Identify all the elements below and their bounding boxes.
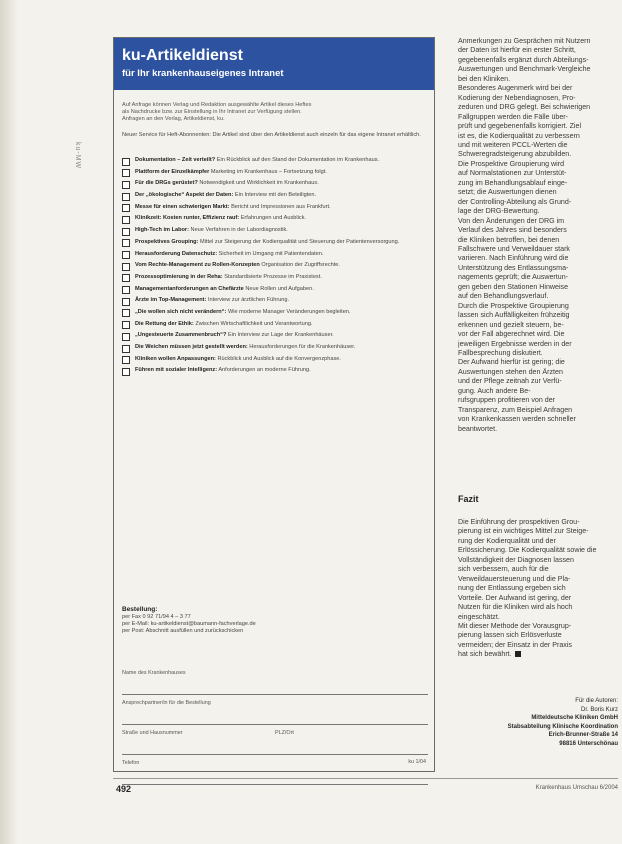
box-subtitle: für Ihr krankenhauseigenes Intranet	[122, 68, 284, 79]
article-desc: Bericht und Impressionen aus Frankfurt.	[231, 203, 331, 210]
article-checkbox[interactable]	[122, 228, 130, 236]
fazit-line: Vollständigkeit der Diagnosen lassen	[458, 555, 574, 564]
article-item[interactable]	[122, 321, 430, 330]
article-text	[135, 215, 306, 222]
body-line: Durch die Prospektive Groupierung	[458, 301, 569, 310]
article-title: Vom Rechte-Management zu Rollen-Konzepten	[135, 262, 260, 269]
article-text	[135, 344, 355, 351]
scan-shadow	[0, 0, 18, 844]
body-line: erkennen und gezielt steuern, be-	[458, 320, 564, 329]
article-desc: Sicherheit im Umgang mit Patientendaten.	[218, 250, 324, 257]
body-line: und der Pflege zeitnah zur Verfü-	[458, 377, 562, 386]
body-line: auf Normalstationen zur Unterstüt-	[458, 169, 567, 178]
author-city: 98816 Unterschönau	[559, 740, 618, 747]
field-label: PLZ/Ort	[275, 730, 294, 736]
article-desc: Ein Interview mit den Beteiligten.	[234, 192, 317, 199]
article-text	[135, 227, 288, 234]
fazit-line: Verweildauersteuerung und die Pla-	[458, 574, 571, 583]
author-affiliation: Mitteldeutsche Kliniken GmbH	[531, 715, 618, 722]
box-intro	[122, 102, 428, 124]
body-line: ist es, die Kodierqualität zu verbessern	[458, 131, 580, 140]
article-desc: Zwischen Wirtschaftlichkeit und Verantwortung.	[195, 320, 313, 327]
order-form	[122, 668, 428, 788]
body-line: die Kliniken betroffen, bei denen	[458, 235, 560, 244]
article-desc: Neue Rollen und Aufgaben.	[245, 285, 314, 292]
article-item[interactable]	[122, 239, 430, 248]
article-item[interactable]	[122, 286, 430, 295]
body-line: zeduren und DRG gelegt. Bei schwierigen	[458, 103, 591, 112]
article-checkbox[interactable]	[122, 181, 130, 189]
article-checkbox[interactable]	[122, 169, 130, 177]
article-title: Herausforderung Datenschutz:	[135, 250, 218, 257]
article-title: Die Rettung der Ethik:	[135, 320, 194, 327]
zip-city-field[interactable]	[275, 728, 428, 755]
article-text	[135, 192, 316, 199]
article-desc: Organisation der Zugriffsrechte.	[261, 262, 340, 269]
order-line: per Post: Abschnitt ausfüllen und zurückschicken	[122, 628, 244, 635]
phone-field[interactable]	[122, 758, 428, 785]
service-line: Neuer Service für Heft-Abonnenten: Die Artikel sind über den Artikeldienst auch einzeln für das eigene Intranet erhältlich.	[122, 132, 421, 138]
article-desc: Standardisierte Prozesse im Praxistest.	[224, 273, 322, 280]
article-checkbox[interactable]	[122, 193, 130, 201]
author-block	[508, 697, 618, 749]
article-checkbox[interactable]	[122, 274, 130, 282]
article-item[interactable]	[122, 180, 430, 189]
body-line: von Krankenkassen werden schneller	[458, 415, 576, 424]
article-checkbox[interactable]	[122, 286, 130, 294]
body-line: Anmerkungen zu Gesprächen mit Nutzern	[458, 37, 591, 45]
article-checkbox[interactable]	[122, 298, 130, 306]
body-line: Die Prospektive Groupierung wird	[458, 159, 565, 168]
article-item[interactable]	[122, 262, 430, 271]
order-section	[122, 606, 428, 635]
article-checkbox[interactable]	[122, 158, 130, 166]
article-text	[135, 169, 327, 176]
article-item[interactable]	[122, 367, 430, 376]
article-text	[135, 321, 313, 328]
article-text	[135, 309, 350, 316]
article-text	[135, 274, 322, 281]
fazit-heading: Fazit	[458, 494, 479, 504]
field-label: Ansprechpartner/in für die Bestellung	[122, 700, 211, 706]
article-checkbox[interactable]	[122, 345, 130, 353]
article-text	[135, 262, 340, 269]
article-item[interactable]	[122, 169, 430, 178]
intro-line: Auf Anfrage können Verlag und Redaktion ausgewählte Artikel dieses Heftes	[122, 102, 312, 108]
body-line: variieren. Nach Einführung wird die	[458, 254, 569, 263]
article-title: Messe für einen schwierigen Markt:	[135, 203, 230, 210]
issue-stamp: ku 1/04	[408, 759, 426, 765]
body-line: nagements geprüft; die Auswertun-	[458, 273, 569, 282]
article-title: Plattform der Einzelkämpfer	[135, 168, 210, 175]
fazit-line: eingeschätzt.	[458, 612, 500, 621]
page-number: 492	[116, 784, 132, 794]
article-desc: Ein Interview zur Lage der Krankenhäuser.	[227, 332, 334, 339]
article-checkbox[interactable]	[122, 204, 130, 212]
fazit-line: Die Einführung der prospektiven Grou-	[458, 518, 580, 526]
article-item[interactable]	[122, 251, 430, 260]
article-checkbox[interactable]	[122, 321, 130, 329]
body-line: setzt; die Auswertungen dienen	[458, 188, 557, 197]
author-department: Stabsabteilung Klinische Koordination	[507, 723, 618, 730]
fazit-line: pierung ist ein wichtiges Mittel zur Steige-	[458, 527, 589, 536]
article-text	[135, 251, 323, 258]
end-of-article-mark	[515, 651, 521, 657]
article-text	[135, 332, 334, 339]
article-desc: Ein Rückblick auf den Stand der Dokumentation im Krankenhaus.	[216, 157, 380, 163]
body-line: lassen sich Auffälligkeiten frühzeitig	[458, 311, 570, 320]
article-text	[135, 356, 341, 363]
box-banner	[114, 38, 434, 90]
article-title: „Die wollen sich nicht verändern“:	[135, 308, 227, 315]
body-line: auf den Behandlungsverlauf.	[458, 292, 549, 301]
contact-person-field[interactable]	[122, 698, 428, 725]
fazit-body	[458, 518, 618, 660]
fazit-line: rung der Kodierqualität und der	[458, 536, 556, 545]
article-title: Ärzte im Top-Management:	[135, 297, 207, 304]
article-checkbox[interactable]	[122, 263, 130, 271]
article-text	[135, 239, 399, 246]
article-checkbox[interactable]	[122, 333, 130, 341]
body-line: gung. Auch andere Be-	[458, 386, 531, 395]
article-item[interactable]	[122, 204, 430, 213]
article-text	[135, 297, 289, 304]
article-checkbox[interactable]	[122, 239, 130, 247]
body-line: Schweregradsteigerung abzubilden.	[458, 150, 572, 159]
fazit-line: vermeiden; der Einsatz in der Praxis	[458, 640, 572, 649]
article-item[interactable]	[122, 274, 430, 283]
hospital-name-field[interactable]	[122, 668, 428, 695]
article-desc: Mittel zur Steigerung der Kodierqualität und Steuerung der Patientenversorgung.	[199, 238, 400, 245]
body-line: Kodierung der Nebendiagnosen, Pro-	[458, 93, 576, 102]
article-desc: Notwendigkeit und Wirklichkeit im Krankenhaus.	[199, 180, 319, 187]
article-text	[135, 204, 331, 211]
address-row	[122, 728, 428, 758]
body-line: Fallgruppen werden die Fälle über-	[458, 112, 569, 121]
article-title: Für die DRGs gerüstet?	[135, 180, 198, 187]
article-item[interactable]	[122, 215, 430, 224]
article-desc: Wie moderne Manager Veränderungen begleiten.	[227, 308, 351, 315]
intro-line: als Nachdrucke bzw. zur Einstellung in Ihr Intranet zur Verfügung stellen.	[122, 109, 302, 116]
fazit-line: Erlössicherung. Die Kodierqualität sowie die	[458, 546, 597, 555]
article-desc: Rückblick und Ausblick auf die Konvergenzphase.	[217, 355, 341, 362]
article-title: Klinikzeit: Kosten runter, Effizienz rauf:	[135, 215, 240, 222]
article-desc: Anforderungen an moderne Führung.	[218, 367, 311, 374]
fazit-line: pierung lassen sich Erlösverluste	[458, 631, 562, 640]
body-line: und mit weiteren PCCL-Werten die	[458, 140, 568, 149]
body-line: jeweiligen Ergebnisse werden in der	[458, 339, 572, 348]
article-title: Managementanforderungen an Chefärzte	[135, 285, 244, 292]
article-title: Die Weichen müssen jetzt gestellt werden:	[135, 344, 248, 350]
author-name: Dr. Boris Kurz	[580, 706, 618, 713]
side-marker: ku-MW	[74, 142, 81, 170]
article-text	[135, 180, 319, 187]
box-title: ku-Artikeldienst	[122, 47, 243, 64]
field-label: Name des Krankenhauses	[122, 670, 186, 676]
body-line: Fallschwere und Verweildauer stark	[458, 244, 570, 253]
street-field[interactable]	[122, 728, 275, 755]
artikeldienst-box	[113, 37, 435, 772]
article-text	[135, 286, 314, 293]
body-line: Auswertungen stehen den Ärzten	[458, 367, 563, 376]
article-text	[135, 157, 379, 164]
article-checkbox[interactable]	[122, 309, 130, 317]
body-line: Von den Änderungen der DRG im	[458, 216, 565, 225]
article-checkbox[interactable]	[122, 356, 130, 364]
body-line: vor der Fall abgerechnet wird. Die	[458, 330, 565, 339]
author-label: Für die Autoren:	[575, 698, 618, 704]
fazit-line: Vorteile. Der Aufwand ist gering, der	[458, 593, 572, 602]
body-line: bei den Kliniken.	[458, 74, 511, 83]
body-line: beantwortet.	[458, 424, 498, 433]
article-title: Der „ökologische“ Aspekt der Daten:	[135, 192, 234, 199]
body-line: Besonderes Augenmerk wird bei der	[458, 84, 573, 93]
article-checkbox[interactable]	[122, 368, 130, 376]
article-desc: Erfahrungen und Ausblick.	[240, 215, 306, 222]
fazit-line: hat sich bewährt.	[458, 650, 618, 659]
right-column-text	[458, 37, 618, 434]
article-title: Führen mit sozialer Intelligenz:	[135, 367, 218, 374]
body-line: gegebenenfalls ergänzt durch Abteilungs-	[458, 55, 589, 64]
article-item[interactable]	[122, 192, 430, 201]
article-title: Dokumentation – Zeit verteilt?	[135, 157, 216, 163]
body-line: Transparenz, zum Beispiel Anfragen	[458, 405, 573, 414]
article-title: Kliniken wollen Anpassungen:	[135, 355, 216, 362]
order-line: per E-Mail: ku-artikeldienst@baumann-fachverlage.de	[122, 621, 256, 628]
article-desc: Interview zur ärztlichen Führung.	[207, 297, 290, 304]
body-line: Fallbesprechung diskutiert.	[458, 348, 543, 357]
body-line: der Daten ist hierfür ein erster Schritt,	[458, 46, 576, 55]
journal-name: Krankenhaus Umschau 6/2004	[535, 785, 618, 791]
footer-rule	[113, 778, 618, 779]
article-list	[122, 157, 430, 379]
article-item[interactable]	[122, 157, 430, 166]
fazit-line: sich verbessern, auch für die	[458, 565, 549, 574]
body-line: prüft und gegebenenfalls korrigiert. Ziel	[458, 122, 582, 131]
body-line: Der Aufwand hierfür ist gering; die	[458, 358, 565, 367]
article-desc: Herausforderungen für die Krankenhäuser.	[249, 344, 356, 350]
article-item[interactable]	[122, 344, 430, 353]
article-checkbox[interactable]	[122, 251, 130, 259]
article-text	[135, 367, 311, 374]
body-line: Auswertungen und Benchmark-Vergleiche	[458, 65, 591, 74]
body-line: der Controlling-Abteilung als Grund-	[458, 197, 572, 206]
body-line: gen geben den Stationen Hinweise	[458, 282, 569, 291]
article-title: High-Tech im Labor:	[135, 227, 189, 234]
article-title: Prospektives Grouping:	[135, 238, 199, 245]
article-title: „Ungesteuerte Zusammenbruch“?	[135, 332, 227, 339]
body-line: rufsgruppen profitieren von der	[458, 396, 556, 405]
article-item[interactable]	[122, 332, 430, 341]
article-checkbox[interactable]	[122, 216, 130, 224]
order-line: per Fax 0 92 71/94 4 – 3 77	[122, 614, 191, 621]
body-line: Verlauf des Jahres sind besonders	[458, 226, 567, 235]
article-desc: Marketing im Krankenhaus – Fortsetzung folgt.	[210, 168, 327, 175]
fazit-line: Nutzen für die Kliniken wird als hoch	[458, 603, 573, 612]
article-item[interactable]	[122, 297, 430, 306]
body-line: lage der DRG-Bewertung.	[458, 207, 540, 216]
article-desc: Neue Verfahren in der Labordiagnostik.	[190, 227, 288, 234]
article-item[interactable]	[122, 356, 430, 365]
body-line: zung im Behandlungsablauf einge-	[458, 178, 568, 187]
article-item[interactable]	[122, 309, 430, 318]
article-title: Prozessoptimierung in der Reha:	[135, 273, 223, 280]
body-line: Unterstützung des Entlassungsma-	[458, 263, 569, 272]
intro-line: Anfragen an den Verlag, Artikeldienst, ku.	[122, 116, 225, 123]
field-label: Straße und Hausnummer	[122, 730, 183, 736]
field-label: Telefon	[122, 760, 140, 766]
fazit-line: nung der Entlassung ergeben sich	[458, 584, 566, 593]
author-street: Erich-Brunner-Straße 14	[548, 732, 618, 739]
order-heading: Bestellung:	[122, 606, 158, 613]
fazit-line: Mit dieser Methode der Vorausgrup-	[458, 621, 572, 630]
article-item[interactable]	[122, 227, 430, 236]
